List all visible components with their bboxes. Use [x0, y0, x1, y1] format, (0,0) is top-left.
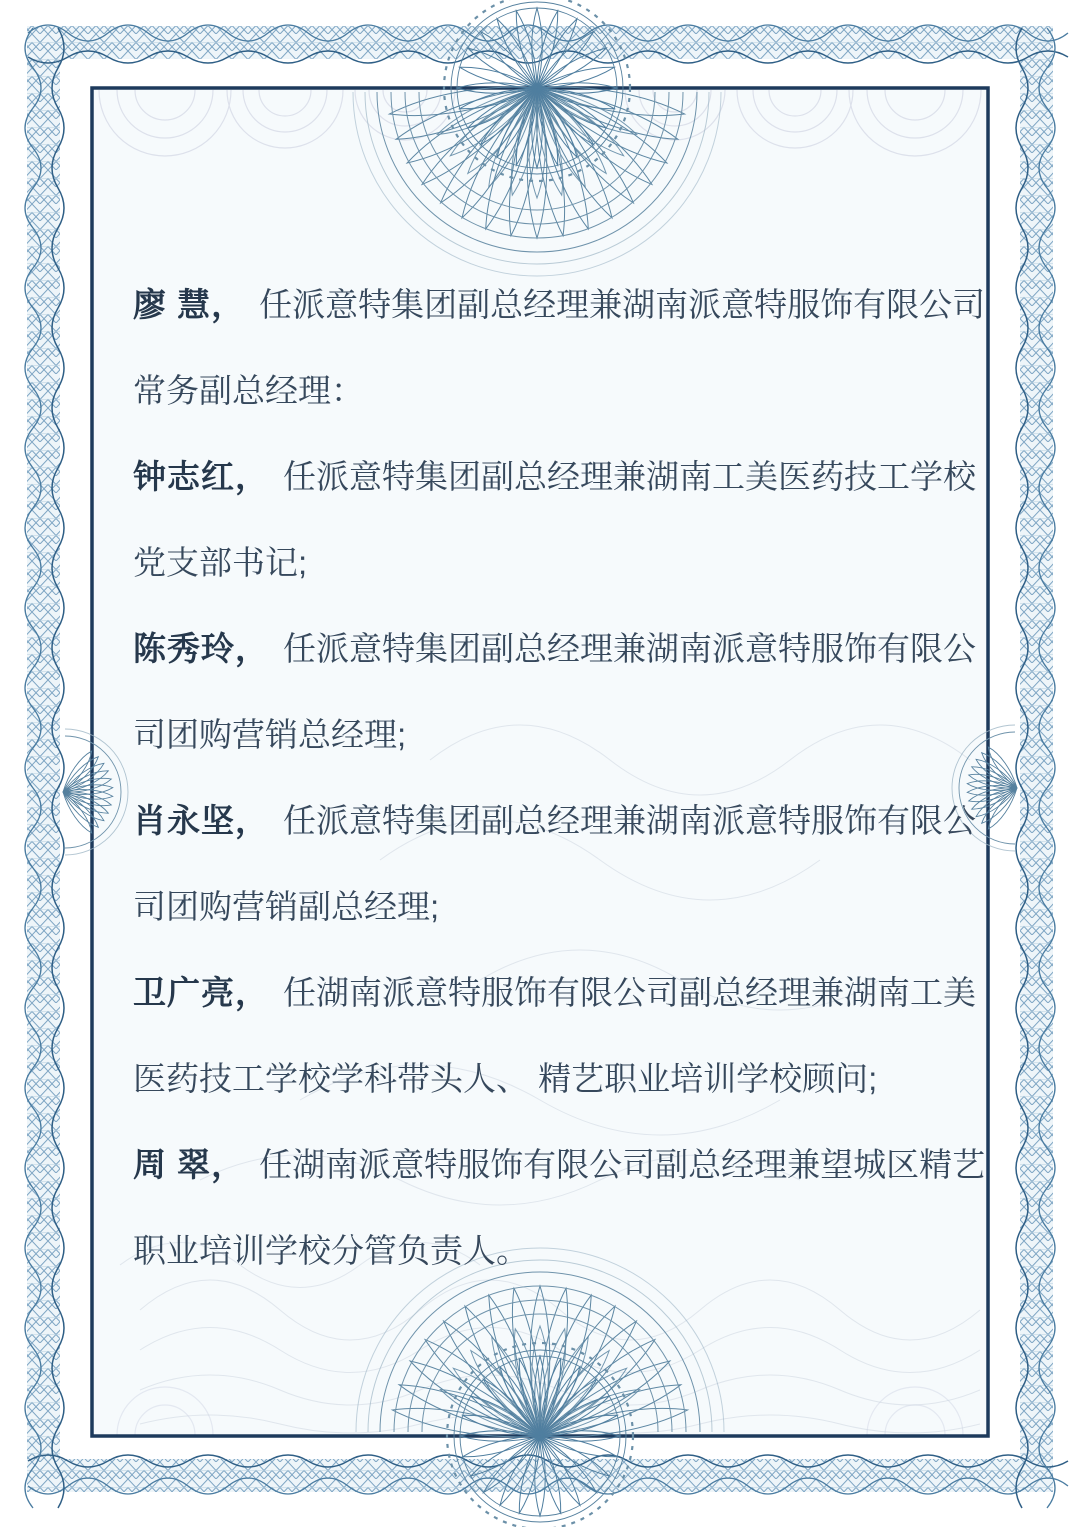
announcement-line: [133, 692, 1020, 778]
announcement-text: [133, 262, 1020, 1294]
announcement-line: [133, 606, 1020, 692]
announcement-line: [133, 1122, 1020, 1208]
line-text: 医药技工学校学科带头人、 精艺职业培训学校顾问;: [133, 1060, 878, 1097]
announcement-line: [133, 864, 1020, 950]
line-text: 任派意特集团副总经理兼湖南派意特服饰有限公: [283, 802, 976, 839]
person-name: 陈秀玲，: [133, 630, 269, 667]
line-text: 任湖南派意特服饰有限公司副总经理兼湖南工美: [283, 974, 976, 1011]
line-text: 任湖南派意特服饰有限公司副总经理兼望城区精艺: [259, 1146, 986, 1183]
line-text: 任派意特集团副总经理兼湖南派意特服饰有限公: [283, 630, 976, 667]
person-name: 肖永坚，: [133, 802, 269, 839]
person-name: 廖 慧，: [133, 286, 246, 323]
announcement-line: [133, 778, 1020, 864]
line-text: 司团购营销副总经理;: [133, 888, 440, 925]
line-text: 常务副总经理：: [133, 372, 364, 409]
announcement-line: [133, 1208, 1020, 1294]
announcement-line: [133, 262, 1020, 348]
announcement-line: [133, 434, 1020, 520]
announcement-line: [133, 950, 1020, 1036]
announcement-line: [133, 520, 1020, 606]
announcement-line: [133, 348, 1020, 434]
person-name: 卫广亮，: [133, 974, 269, 1011]
line-text: 职业培训学校分管负责人。: [133, 1232, 529, 1269]
line-text: 司团购营销总经理;: [133, 716, 407, 753]
person-name: 周 翠，: [133, 1146, 246, 1183]
person-name: 钟志红，: [133, 458, 269, 495]
line-text: 党支部书记;: [133, 544, 308, 581]
announcement-line: [133, 1036, 1020, 1122]
line-text: 任派意特集团副总经理兼湖南工美医药技工学校: [283, 458, 976, 495]
line-text: 任派意特集团副总经理兼湖南派意特服饰有限公司: [259, 286, 986, 323]
